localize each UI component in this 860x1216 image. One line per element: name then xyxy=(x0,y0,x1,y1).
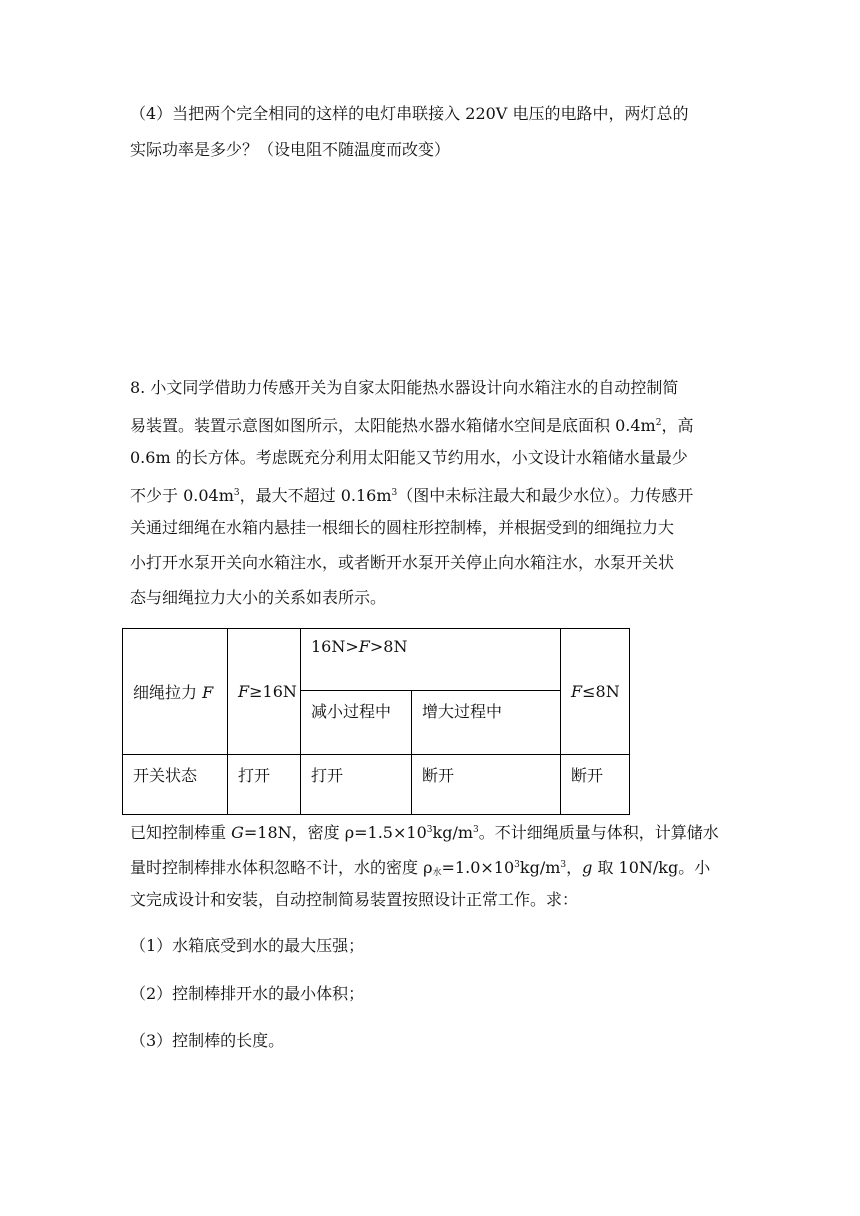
given-line-2: 量时控制棒排水体积忽略不计，水的密度 $\rho_水=1.0\times 10^3kg/m^3$，g 取 10N/kg。小 xyxy=(130,858,711,878)
table-cell-ge16: 打开 xyxy=(228,755,301,815)
sub-question-2: （2）控制棒排开水的最小体积； xyxy=(130,984,365,1003)
table-header-le8: F≤8N xyxy=(561,629,630,755)
given-line-3: 文完成设计和安装，自动控制简易装置按照设计正常工作。求： xyxy=(130,890,579,909)
table-header-force: 细绳拉力 F xyxy=(123,629,228,755)
table-cell-decreasing: 打开 xyxy=(301,755,412,815)
problem-8-line-5: 关通过细绳在水箱内悬挂一根细长的圆柱形控制棒，并根据受到的细绳拉力大 xyxy=(130,518,675,537)
table-subheader-increasing: 增大过程中 xyxy=(412,691,561,755)
problem-8-line-7: 态与细绳拉力大小的关系如表所示。 xyxy=(130,588,387,607)
given-line-1: 已知控制棒重 G=18N，密度 $\rho=1.5\times 10^3kg/m^3$。不计细绳质量与体积，计算储水 xyxy=(130,823,719,842)
table-cell-increasing: 断开 xyxy=(412,755,561,815)
table-header-ge16: F≥16N xyxy=(228,629,301,755)
table-row-label-switch: 开关状态 xyxy=(123,755,228,815)
problem-8-line-3: 0.6m 的长方体。考虑既充分利用太阳能又节约用水，小文设计水箱储水量最少 xyxy=(130,448,688,467)
problem-8-line-6: 小打开水泵开关向水箱注水，或者断开水泵开关停止向水箱注水，水泵开关状 xyxy=(130,553,675,572)
question-4-line-1: （4）当把两个完全相同的这样的电灯串联接入 220V 电压的电路中，两灯总的 xyxy=(130,104,689,123)
question-4-line-2: 实际功率是多少？（设电阻不随温度而改变） xyxy=(130,140,451,159)
sub-question-3: （3）控制棒的长度。 xyxy=(130,1031,285,1050)
sub-question-1: （1）水箱底受到水的最大压强； xyxy=(130,936,365,955)
switch-state-table xyxy=(122,628,630,815)
table-cell-le8: 断开 xyxy=(561,755,630,815)
problem-8-line-4: 不少于 $0.04m^3$，最大不超过 $0.16m^3$（图中未标注最大和最少水位）。力传感开 xyxy=(130,486,694,505)
problem-8-line-2: 易装置。装置示意图如图所示，太阳能热水器水箱储水空间是底面积 $0.4m^2$，高 xyxy=(130,416,694,435)
problem-8-line-1: 8. 小文同学借助力传感开关为自家太阳能热水器设计向水箱注水的自动控制简 xyxy=(130,378,679,397)
table-subheader-decreasing: 减小过程中 xyxy=(301,691,412,755)
table-header-between: 16N>F>8N xyxy=(301,629,561,691)
